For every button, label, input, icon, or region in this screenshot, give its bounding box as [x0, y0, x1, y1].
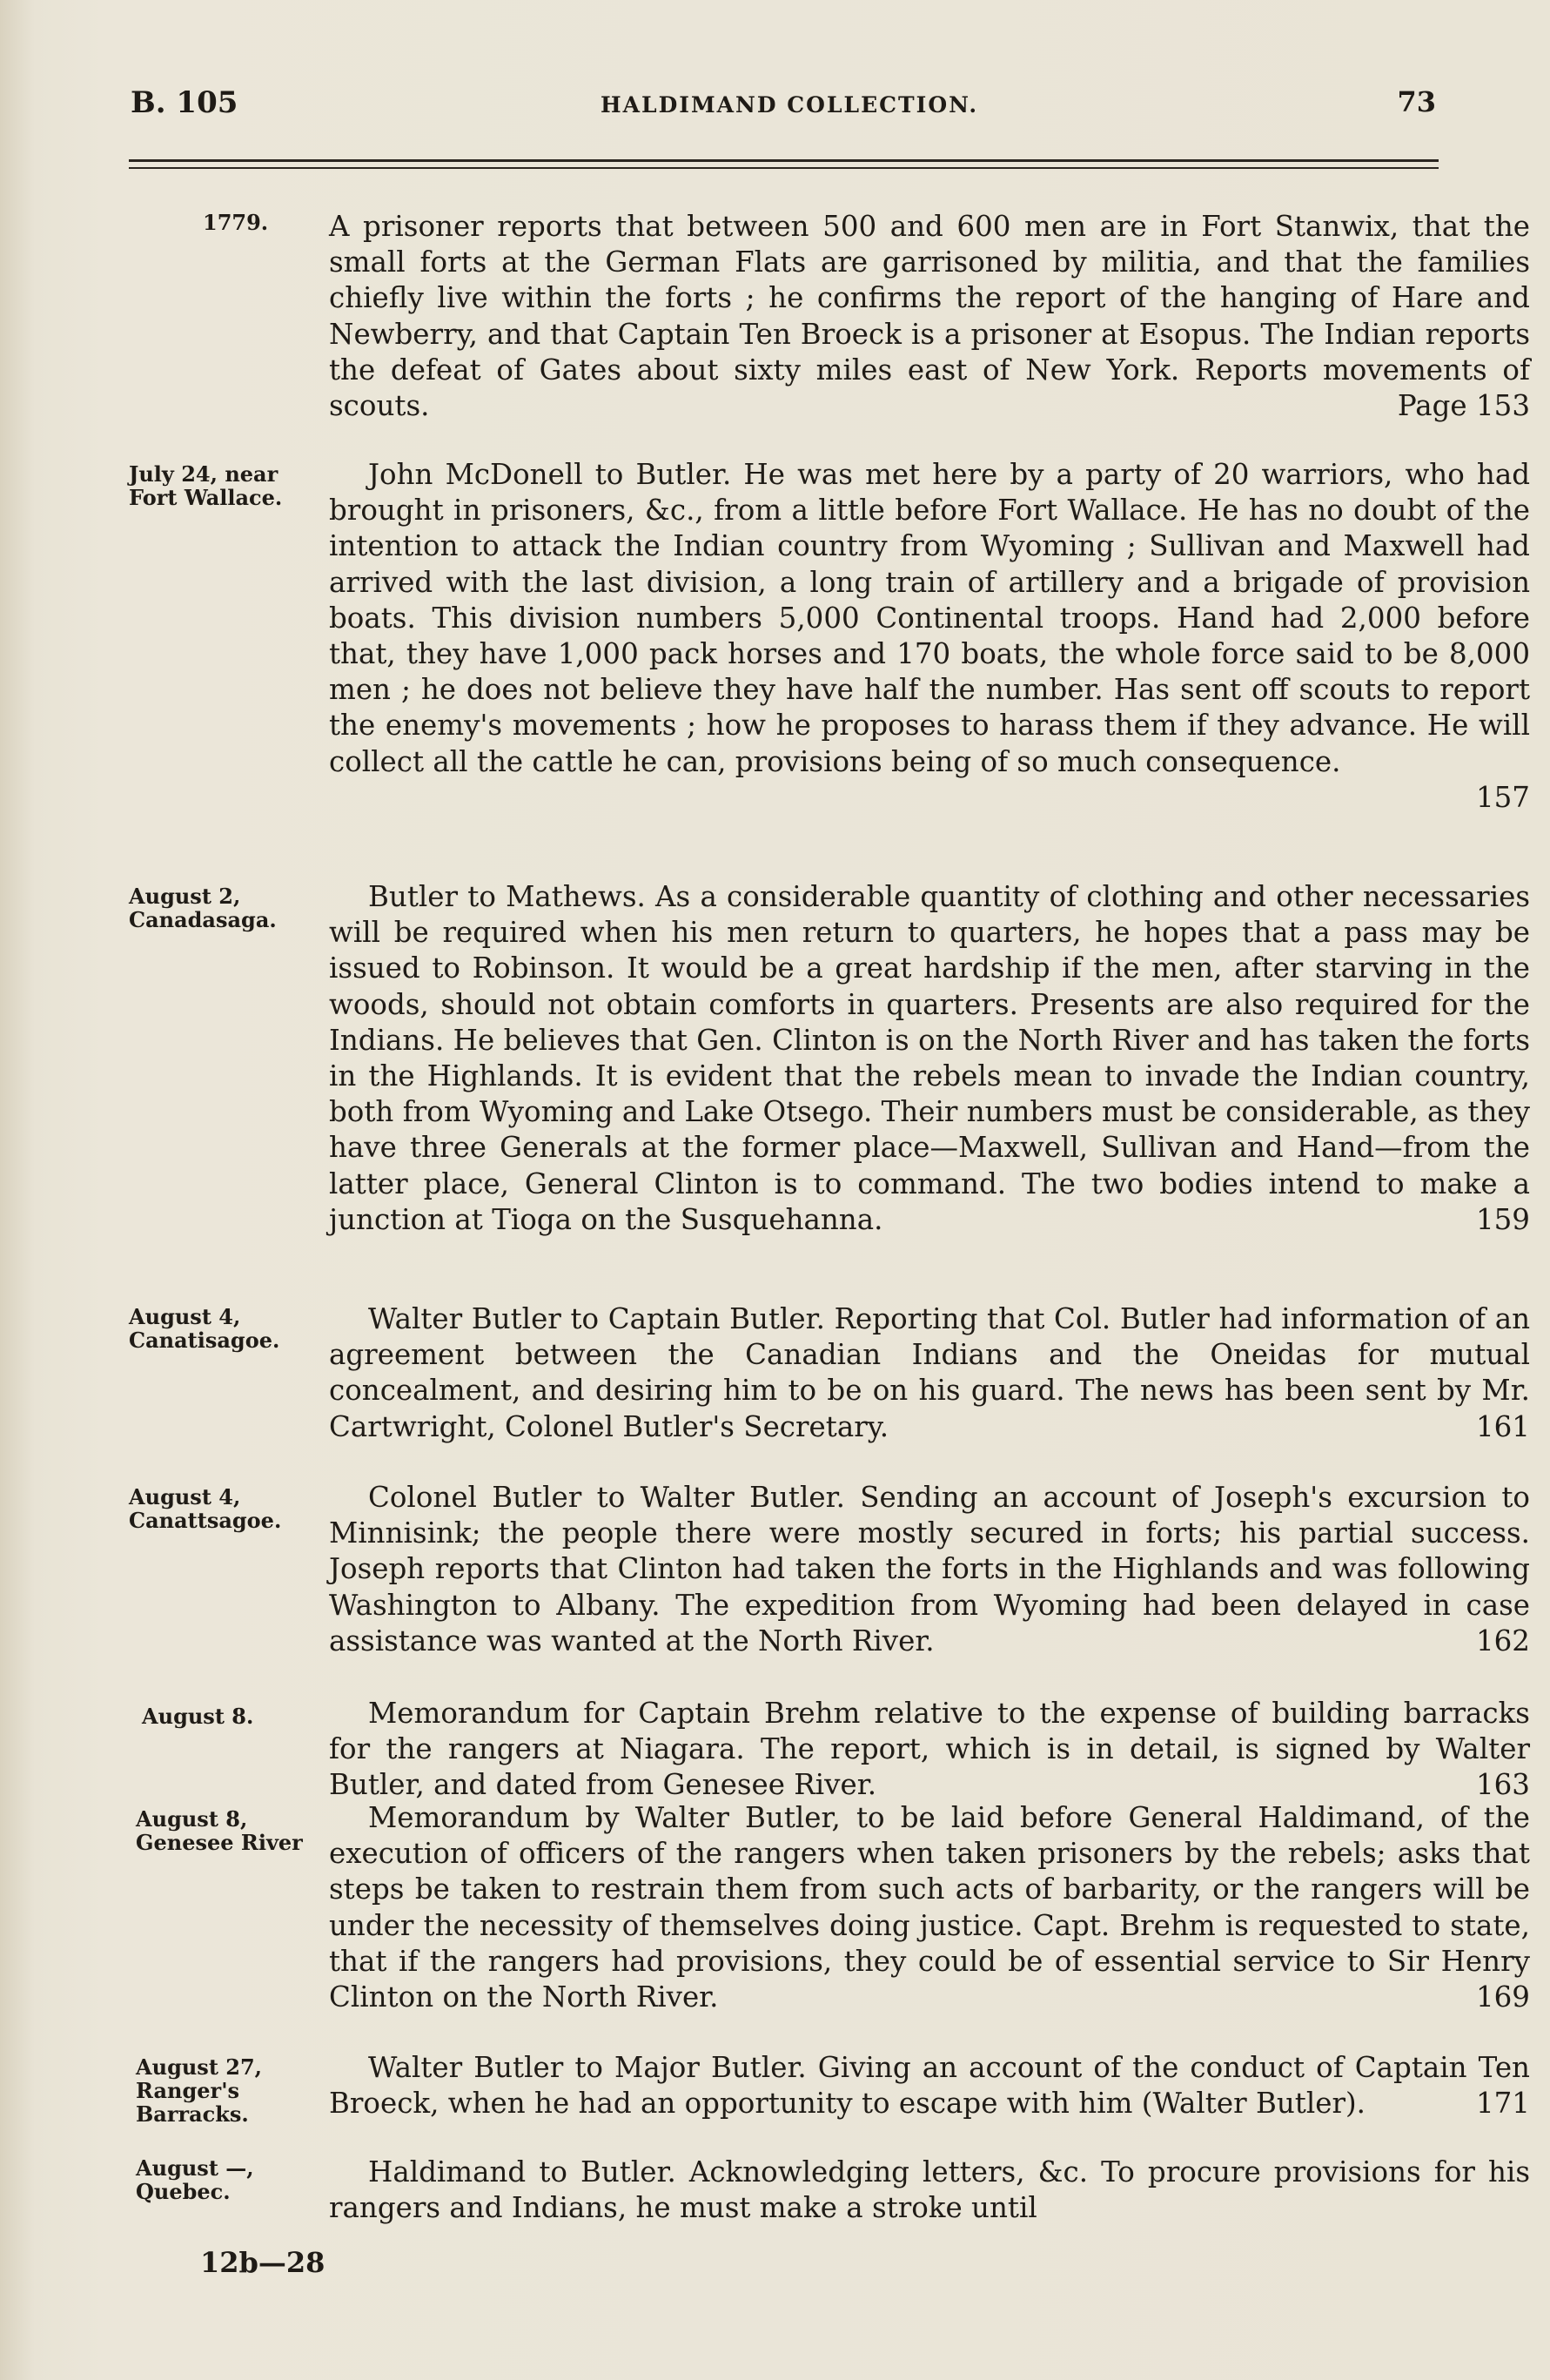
collection-title: HALDIMAND COLLECTION.: [601, 92, 979, 118]
entry-date: August —, Quebec.: [136, 2155, 254, 2204]
entry-summary: Haldimand to Butler. Acknowledging letters, &c. To procure provisions for his rangers and Indians, he must make a stroke until: [329, 2155, 1530, 2225]
entry-date: August 2, Canadasaga.: [129, 884, 277, 932]
entry-date: 1779.: [203, 210, 269, 235]
page-reference: 169: [1475, 1980, 1530, 2014]
entry-text: [329, 1301, 1530, 1445]
page-reference: 162: [1475, 1624, 1530, 1657]
entry-date: August 8.: [142, 1704, 254, 1729]
entry-summary: Memorandum for Captain Brehm relative to the expense of building barracks for the rangers at Niagara. The report, which is in detail, is signed by Walter Butler, and dated from Genesee River.: [329, 1697, 1530, 1802]
volume-label: B. 105: [131, 85, 238, 120]
entry-summary: Butler to Mathews. As a considerable quantity of clothing and other necessaries will be required when his men return to quarters, he hopes that a pass may be issued to Robinson. It would be a great hardship if the men, after starving in the woods, should not obtain comforts in quarters. Presents are also required for the Indians. He believes that Gen. Clinton is on the North River and has taken the forts in the Highlands. It is evident that the rebels mean to invade the Indian country, both from Wyoming and Lake Otsego. Their numbers must be considerable, as they have three Generals at the former place—Maxwell, Sullivan and Hand—from the latter place, General Clinton is to command. The two bodies intend to make a junction at Tioga on the Susquehanna.: [329, 880, 1530, 1236]
page-reference: 161: [1475, 1409, 1530, 1443]
page-reference: 157: [1475, 780, 1530, 814]
page-reference: 159: [1475, 1202, 1530, 1236]
entry-text: [329, 457, 1530, 816]
entry-summary: Walter Butler to Major Butler. Giving an account of the conduct of Captain Ten Broeck, when he had an opportunity to escape with him (Walter Butler).: [329, 2051, 1530, 2121]
entry-date: August 4, Canatisagoe.: [129, 1304, 280, 1353]
signature-mark: 12b—28: [200, 2246, 325, 2279]
entry-text: [329, 1800, 1530, 2015]
page-header: [131, 85, 1436, 129]
entry-summary: Memorandum by Walter Butler, to be laid before General Haldimand, of the execution of officers of the rangers when taken prisoners by the rebels; asks that steps be taken to restrain them from such acts of barbarity, or the rangers will be under the necessity of themselves doing justice. Capt. Brehm is requested to state, that if the rangers had provisions, they could be of essential service to Sir Henry Clinton on the North River.: [329, 1801, 1530, 2014]
entry-date: July 24, near Fort Wallace.: [129, 461, 283, 510]
entry-text: [329, 1696, 1530, 1804]
entry-text: [329, 209, 1530, 424]
entry-date: August 27, Ranger's Barracks.: [136, 2054, 263, 2127]
entry-text: [329, 879, 1530, 1238]
entry-date: August 8, Genesee River: [136, 1806, 303, 1855]
entry-date: August 4, Canattsagoe.: [129, 1484, 282, 1533]
entry-summary: Colonel Butler to Walter Butler. Sending an account of Joseph's excursion to Minnisink; the people there were mostly secured in forts; his partial success. Joseph reports that Clinton had taken the forts in the Highlands and was following Washington to Albany. The expedition from Wyoming had been delayed in case assistance was wanted at the North River.: [329, 1481, 1530, 1657]
page-reference: 171: [1475, 2087, 1530, 2121]
header-rule-bottom: [129, 167, 1439, 169]
page-reference: 163: [1475, 1768, 1530, 1802]
entry-summary: Walter Butler to Captain Butler. Reporting that Col. Butler had information of an agreement between the Canadian Indians and the Oneidas for mutual concealment, and desiring him to be on his guard. The news has been sent by Mr. Cartwright, Colonel Butler's Secretary.: [329, 1302, 1530, 1443]
entry-summary: A prisoner reports that between 500 and 600 men are in Fort Stanwix, that the small forts at the German Flats are garrisoned by militia, and that the families chiefly live within the forts ; he confirms the report of the hanging of Hare and Newberry, and that Captain Ten Broeck is a prisoner at Esopus. The Indian reports the defeat of Gates about sixty miles east of New York. Reports movements of scouts.: [329, 210, 1530, 423]
entry-text: [329, 2050, 1530, 2121]
entry-text: [329, 1480, 1530, 1659]
page-reference: Page 153: [1397, 389, 1530, 423]
entry-text: [329, 2155, 1530, 2226]
entry-summary: John McDonell to Butler. He was met here by a party of 20 warriors, who had brought in prisoners, &c., from a little before Fort Wallace. He has no doubt of the intention to attack the Indian country from Wyoming ; Sullivan and Maxwell had arrived with the last division, a long train of artillery and a brigade of provision boats. This division numbers 5,000 Continental troops. Hand had 2,000 before that, they have 1,000 pack horses and 170 boats, the whole force said to be 8,000 men ; he does not believe they have half the number. Has sent off scouts to report the enemy's movements ; how he proposes to harass them if they advance. He will collect all the cattle he can, provisions being of so much consequence.: [329, 458, 1530, 778]
page-number: 73: [1397, 85, 1436, 118]
header-rule-top: [129, 159, 1439, 162]
